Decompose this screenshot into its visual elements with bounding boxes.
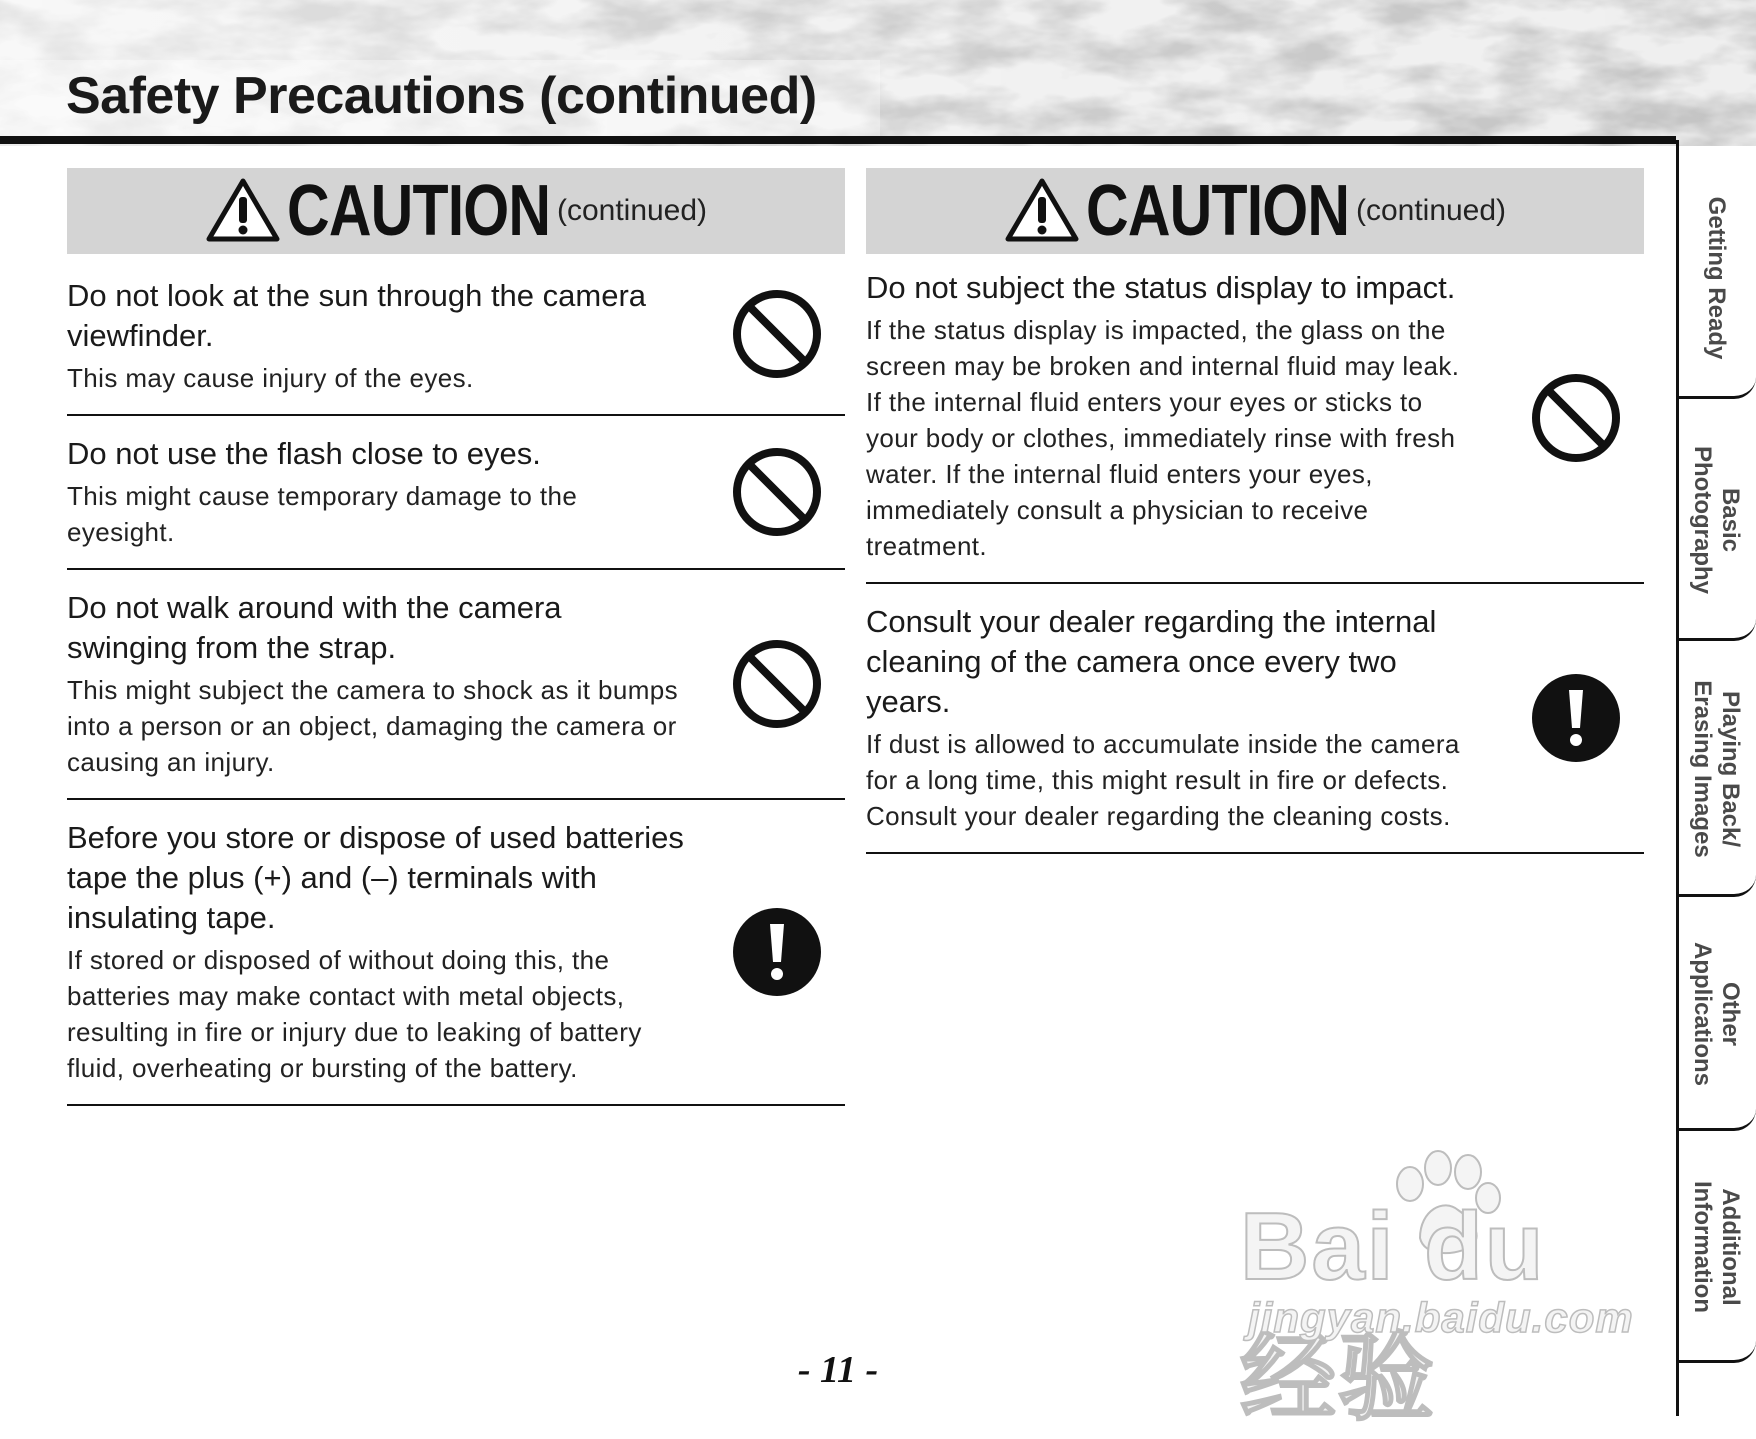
warning-triangle-icon	[1004, 177, 1080, 243]
mandatory-exclamation-icon	[731, 906, 823, 998]
tab-getting-ready[interactable]	[1676, 160, 1756, 399]
tab-label: Playing Back/ Erasing Images	[1689, 680, 1744, 858]
caution-continued-label: (continued)	[1355, 194, 1507, 227]
mandatory-exclamation-icon	[1530, 672, 1622, 764]
tab-playing-back-erasing-images[interactable]	[1676, 644, 1756, 897]
item-heading: Do not use the flash close to eyes.	[67, 436, 541, 471]
caution-item	[67, 800, 845, 1106]
caution-banner	[67, 168, 845, 254]
caution-item	[866, 254, 1644, 584]
warning-triangle-icon	[205, 177, 281, 243]
caution-label: CAUTION	[286, 171, 551, 251]
section-tabs	[1676, 140, 1756, 1416]
item-heading: Consult your dealer regarding the internal cleaning of the camera once every two years.	[866, 604, 1437, 719]
caution-item	[67, 570, 845, 800]
item-description: This may cause injury of the eyes.	[67, 363, 474, 393]
header-divider	[0, 136, 1676, 144]
prohibition-icon	[731, 638, 823, 730]
caution-item	[67, 254, 845, 416]
watermark-url: jingyan.baidu.com	[1248, 1294, 1634, 1341]
item-heading: Before you store or dispose of used batteries tape the plus (+) and (–) terminals with insulating tape.	[67, 820, 684, 935]
page-header	[0, 0, 1756, 146]
caution-label: CAUTION	[1085, 171, 1350, 251]
page-title: Safety Precautions (continued)	[66, 67, 817, 125]
prohibition-icon	[731, 288, 823, 380]
tab-label: Other Applications	[1689, 941, 1744, 1087]
caution-continued-label: (continued)	[556, 194, 708, 227]
caution-item	[866, 584, 1644, 854]
tab-additional-information[interactable]	[1676, 1134, 1756, 1363]
baidu-watermark	[1240, 1148, 1660, 1432]
prohibition-icon	[731, 446, 823, 538]
watermark-text: Bai du 经验	[1240, 1193, 1546, 1432]
item-description: This might subject the camera to shock as it bumps into a person or an object, damaging the camera or causing an injury.	[67, 675, 679, 777]
item-description: This might cause temporary damage to the eyesight.	[67, 481, 578, 547]
item-description: If the status display is impacted, the glass on the screen may be broken and internal fluid may leak. If the internal fluid enters your eyes or sticks to your body or clothes, immediately rinse with fresh water. If the internal fluid enters your eyes, immediately consult a physician to receive treatment.	[866, 315, 1460, 561]
tab-label: Basic Photography	[1689, 446, 1744, 594]
tab-other-applications[interactable]	[1676, 900, 1756, 1131]
right-column	[866, 168, 1644, 854]
caution-item	[67, 416, 845, 570]
page-number: - 11 -	[797, 1349, 879, 1391]
item-description: If dust is allowed to accumulate inside the camera for a long time, this might result in fire or defects. Consult your dealer regarding the cleaning costs.	[866, 729, 1460, 831]
caution-banner	[866, 168, 1644, 254]
prohibition-icon	[1530, 372, 1622, 464]
item-heading: Do not walk around with the camera swinging from the strap.	[67, 590, 562, 665]
tab-basic-photography[interactable]	[1676, 402, 1756, 641]
item-heading: Do not look at the sun through the camera viewfinder.	[67, 278, 647, 353]
item-heading: Do not subject the status display to impact.	[866, 270, 1456, 305]
tab-label: Additional Information	[1689, 1181, 1744, 1313]
item-description: If stored or disposed of without doing this, the batteries may make contact with metal objects, resulting in fire or injury due to leaking of battery fluid, overheating or bursting of the battery.	[67, 945, 642, 1083]
tab-label: Getting Ready	[1703, 196, 1730, 360]
left-column	[67, 168, 845, 1106]
